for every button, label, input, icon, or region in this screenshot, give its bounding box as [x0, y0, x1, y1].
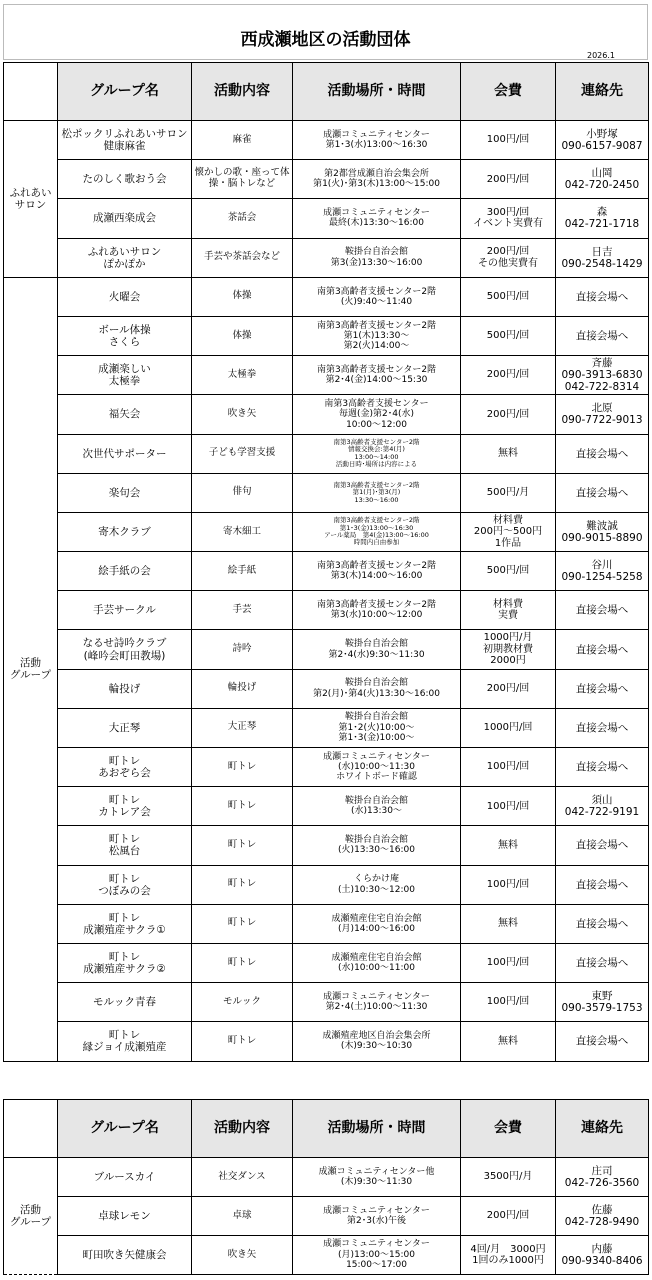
activity-cell: 手芸: [192, 591, 293, 630]
category-cell: 活動 グループ: [4, 1158, 58, 1275]
place-time-cell: 南第3高齢者支援センター2階 第1(木)13:30～ 第2(火)14:00～: [293, 316, 461, 355]
table-row: [4, 630, 649, 669]
fee-cell: 500円/回: [461, 316, 556, 355]
contact-cell: 庄司 042-726-3560: [556, 1158, 649, 1197]
table-row: [4, 552, 649, 591]
fee-cell: 300円/回 イベント実費有: [461, 199, 556, 238]
place-time-cell: 南第3高齢者支援センター2階 第3(木)14:00～16:00: [293, 552, 461, 591]
table-row: [4, 1197, 649, 1236]
fee-cell: 100円/回: [461, 121, 556, 160]
activity-table-2: [3, 1099, 649, 1275]
group-name-cell: 福矢会: [58, 395, 192, 434]
fee-cell: 3500円/月: [461, 1158, 556, 1197]
table-row: [4, 865, 649, 904]
group-name-cell: 松ポックリふれあいサロン 健康麻雀: [58, 121, 192, 160]
header-group: グループ名: [58, 63, 192, 121]
activity-cell: 子ども学習支援: [192, 434, 293, 473]
fee-cell: 1000円/月 初期教材費 2000円: [461, 630, 556, 669]
header-contact: 連絡先: [556, 1100, 649, 1158]
table-row: [4, 826, 649, 865]
contact-cell: 直接会場へ: [556, 591, 649, 630]
place-time-cell: 南第3高齢者支援センター2階 第2･4(金)14:00～15:30: [293, 356, 461, 395]
group-name-cell: 卓球レモン: [58, 1197, 192, 1236]
table-row: [4, 121, 649, 160]
group-name-cell: 成瀬楽しい 太極拳: [58, 356, 192, 395]
fee-cell: 1000円/回: [461, 708, 556, 747]
group-name-cell: 町田吹き矢健康会: [58, 1236, 192, 1275]
activity-cell: モルック: [192, 983, 293, 1022]
place-time-cell: 成瀬殖産住宅自治会館 (月)14:00～16:00: [293, 904, 461, 943]
place-time-cell: 成瀬殖産住宅自治会館 (水)10:00～11:00: [293, 943, 461, 982]
contact-cell: 直接会場へ: [556, 473, 649, 512]
place-time-cell: 鞍掛台自治会館 第3(金)13:30～16:00: [293, 238, 461, 277]
group-name-cell: 絵手紙の会: [58, 552, 192, 591]
place-time-cell: 鞍掛台自治会館 第1･2(火)10:00～ 第1･3(金)10:00～: [293, 708, 461, 747]
activity-cell: 俳句: [192, 473, 293, 512]
activity-cell: 太極拳: [192, 356, 293, 395]
place-time-cell: 南第3高齢者支援センター2階 情報交換会:第4(月) 13:00～14:00 活動日時･場所は内容による: [293, 434, 461, 473]
group-name-cell: 輪投げ: [58, 669, 192, 708]
group-name-cell: 寄木クラブ: [58, 512, 192, 551]
fee-cell: 4回/月 3000円 1回のみ1000円: [461, 1236, 556, 1275]
contact-cell: 須山 042-722-9191: [556, 787, 649, 826]
activity-cell: 社交ダンス: [192, 1158, 293, 1197]
table-row: [4, 395, 649, 434]
contact-cell: 直接会場へ: [556, 1022, 649, 1061]
fee-cell: 100円/回: [461, 748, 556, 787]
place-time-cell: 成瀬コミュニティセンター 第2･4(土)10:00～11:30: [293, 983, 461, 1022]
contact-cell: 佐藤 042-728-9490: [556, 1197, 649, 1236]
group-name-cell: なるせ詩吟クラブ (峰吟会町田教場): [58, 630, 192, 669]
place-time-cell: 成瀬コミュニティセンター (水)10:00～11:30 ホワイトボード確認: [293, 748, 461, 787]
activity-cell: 町トレ: [192, 865, 293, 904]
place-time-cell: 南第3高齢者支援センター2階 第1･3(金)13:00～16:30 アール薬局 第4(金)13:00～16:00 時間内自由参加: [293, 512, 461, 551]
header-group: グループ名: [58, 1100, 192, 1158]
table-row: [4, 943, 649, 982]
contact-cell: 直接会場へ: [556, 826, 649, 865]
group-name-cell: 楽句会: [58, 473, 192, 512]
fee-cell: 100円/回: [461, 787, 556, 826]
table-row: [4, 238, 649, 277]
activity-cell: 吹き矢: [192, 395, 293, 434]
activity-cell: 大正琴: [192, 708, 293, 747]
fee-cell: 200円/回 その他実費有: [461, 238, 556, 277]
activity-cell: 体操: [192, 316, 293, 355]
table-row: [4, 1158, 649, 1197]
place-time-cell: 鞍掛台自治会館 第2･4(水)9:30～11:30: [293, 630, 461, 669]
contact-cell: 斉藤 090-3913-6830 042-722-8314: [556, 356, 649, 395]
table-row: [4, 199, 649, 238]
fee-cell: 無料: [461, 904, 556, 943]
table-row: [4, 277, 649, 316]
activity-cell: 町トレ: [192, 748, 293, 787]
contact-cell: 直接会場へ: [556, 748, 649, 787]
header-corner: [4, 1100, 58, 1158]
table-row: [4, 669, 649, 708]
contact-cell: 直接会場へ: [556, 669, 649, 708]
group-name-cell: 火曜会: [58, 277, 192, 316]
header-row: [4, 63, 649, 121]
contact-cell: 東野 090-3579-1753: [556, 983, 649, 1022]
activity-cell: 町トレ: [192, 826, 293, 865]
place-time-cell: 成瀬コミュニティセンター他 (木)9:30～11:30: [293, 1158, 461, 1197]
header-activity: 活動内容: [192, 63, 293, 121]
table-row: [4, 512, 649, 551]
group-name-cell: 手芸サークル: [58, 591, 192, 630]
activity-cell: 輪投げ: [192, 669, 293, 708]
contact-cell: 直接会場へ: [556, 316, 649, 355]
header-activity: 活動内容: [192, 1100, 293, 1158]
activity-cell: 寄木細工: [192, 512, 293, 551]
activity-cell: 体操: [192, 277, 293, 316]
place-time-cell: 鞍掛台自治会館 (水)13:30～: [293, 787, 461, 826]
group-name-cell: 町トレ つぼみの会: [58, 865, 192, 904]
activity-cell: 町トレ: [192, 943, 293, 982]
issue-date: 2026.1: [587, 51, 615, 60]
fee-cell: 無料: [461, 826, 556, 865]
group-name-cell: ボール体操 さくら: [58, 316, 192, 355]
header-place: 活動場所・時間: [293, 1100, 461, 1158]
contact-cell: 直接会場へ: [556, 708, 649, 747]
title-box: [3, 4, 648, 60]
fee-cell: 100円/回: [461, 943, 556, 982]
header-row: [4, 1100, 649, 1158]
header-corner: [4, 63, 58, 121]
contact-cell: 直接会場へ: [556, 434, 649, 473]
category-cell: 活動 グループ: [4, 277, 58, 1061]
activity-cell: 懐かしの歌・座って体操・脳トレなど: [192, 160, 293, 199]
group-name-cell: 町トレ 松風台: [58, 826, 192, 865]
place-time-cell: 鞍掛台自治会館 第2(月)･第4(火)13:30～16:00: [293, 669, 461, 708]
fee-cell: 200円/回: [461, 669, 556, 708]
table-row: [4, 473, 649, 512]
group-name-cell: 町トレ あおぞら会: [58, 748, 192, 787]
group-name-cell: ふれあいサロン ぽかぽか: [58, 238, 192, 277]
table-row: [4, 904, 649, 943]
header-place: 活動場所・時間: [293, 63, 461, 121]
fee-cell: 無料: [461, 434, 556, 473]
group-name-cell: たのしく歌おう会: [58, 160, 192, 199]
header-fee: 会費: [461, 1100, 556, 1158]
contact-cell: 山岡 042-720-2450: [556, 160, 649, 199]
place-time-cell: 成瀬コミュニティセンター 最終(木)13:30～16:00: [293, 199, 461, 238]
fee-cell: 200円/回: [461, 160, 556, 199]
fee-cell: 200円/回: [461, 356, 556, 395]
table-row: [4, 748, 649, 787]
activity-table-1: [3, 62, 649, 1062]
header-contact: 連絡先: [556, 63, 649, 121]
group-name-cell: 町トレ 成瀬殖産サクラ①: [58, 904, 192, 943]
fee-cell: 500円/回: [461, 277, 556, 316]
group-name-cell: 町トレ 縁ジョイ成瀬殖産: [58, 1022, 192, 1061]
activity-cell: 詩吟: [192, 630, 293, 669]
contact-cell: 直接会場へ: [556, 865, 649, 904]
group-name-cell: 成瀬西楽成会: [58, 199, 192, 238]
contact-cell: 直接会場へ: [556, 630, 649, 669]
activity-cell: 町トレ: [192, 787, 293, 826]
place-time-cell: くらかけ庵 (土)10:30～12:00: [293, 865, 461, 904]
table-row: [4, 787, 649, 826]
table-row: [4, 316, 649, 355]
fee-cell: 100円/回: [461, 983, 556, 1022]
table-row: [4, 708, 649, 747]
place-time-cell: 成瀬コミュニティセンター (月)13:00～15:00 15:00～17:00: [293, 1236, 461, 1275]
table-row: [4, 983, 649, 1022]
place-time-cell: 南第3高齢者支援センター2階 第1(月)･第3(月) 13:30～16:00: [293, 473, 461, 512]
table-row: [4, 1236, 649, 1275]
place-time-cell: 成瀬コミュニティセンター 第2･3(水)午後: [293, 1197, 461, 1236]
group-name-cell: 町トレ 成瀬殖産サクラ②: [58, 943, 192, 982]
category-cell: ふれあい サロン: [4, 121, 58, 278]
contact-cell: 直接会場へ: [556, 904, 649, 943]
fee-cell: 100円/回: [461, 865, 556, 904]
fee-cell: 200円/回: [461, 395, 556, 434]
activity-cell: 吹き矢: [192, 1236, 293, 1275]
place-time-cell: 成瀬殖産地区自治会集会所 (木)9:30～10:30: [293, 1022, 461, 1061]
group-name-cell: 町トレ カトレア会: [58, 787, 192, 826]
activity-cell: 町トレ: [192, 904, 293, 943]
activity-cell: 茶話会: [192, 199, 293, 238]
fee-cell: 200円/回: [461, 1197, 556, 1236]
contact-cell: 北原 090-7722-9013: [556, 395, 649, 434]
place-time-cell: 南第3高齢者支援センター2階 (火)9:40～11:40: [293, 277, 461, 316]
activity-cell: 絵手紙: [192, 552, 293, 591]
place-time-cell: 鞍掛台自治会館 (火)13:30～16:00: [293, 826, 461, 865]
contact-cell: 小野塚 090-6157-9087: [556, 121, 649, 160]
group-name-cell: 大正琴: [58, 708, 192, 747]
table-row: [4, 591, 649, 630]
place-time-cell: 南第3高齢者支援センター2階 第3(水)10:00～12:00: [293, 591, 461, 630]
contact-cell: 直接会場へ: [556, 943, 649, 982]
activity-cell: 町トレ: [192, 1022, 293, 1061]
table-row: [4, 160, 649, 199]
contact-cell: 難波誠 090-9015-8890: [556, 512, 649, 551]
table-row: [4, 1022, 649, 1061]
contact-cell: 直接会場へ: [556, 277, 649, 316]
place-time-cell: 南第3高齢者支援センター 毎週(金)第2･4(水) 10:00～12:00: [293, 395, 461, 434]
place-time-cell: 第2都営成瀬自治会集会所 第1(火)･第3(木)13:00～15:00: [293, 160, 461, 199]
activity-cell: 卓球: [192, 1197, 293, 1236]
page-title: 西成瀬地区の活動団体: [240, 30, 411, 50]
group-name-cell: ブルースカイ: [58, 1158, 192, 1197]
fee-cell: 無料: [461, 1022, 556, 1061]
fee-cell: 500円/月: [461, 473, 556, 512]
table-row: [4, 434, 649, 473]
header-fee: 会費: [461, 63, 556, 121]
contact-cell: 森 042-721-1718: [556, 199, 649, 238]
fee-cell: 材料費 実費: [461, 591, 556, 630]
fee-cell: 500円/回: [461, 552, 556, 591]
fee-cell: 材料費 200円～500円 1作品: [461, 512, 556, 551]
group-name-cell: 次世代サポーター: [58, 434, 192, 473]
place-time-cell: 成瀬コミュニティセンター 第1･3(水)13:00～16:30: [293, 121, 461, 160]
activity-cell: 麻雀: [192, 121, 293, 160]
contact-cell: 内藤 090-9340-8406: [556, 1236, 649, 1275]
group-name-cell: モルック青春: [58, 983, 192, 1022]
contact-cell: 谷川 090-1254-5258: [556, 552, 649, 591]
contact-cell: 日吉 090-2548-1429: [556, 238, 649, 277]
table-row: [4, 356, 649, 395]
activity-cell: 手芸や茶話会など: [192, 238, 293, 277]
